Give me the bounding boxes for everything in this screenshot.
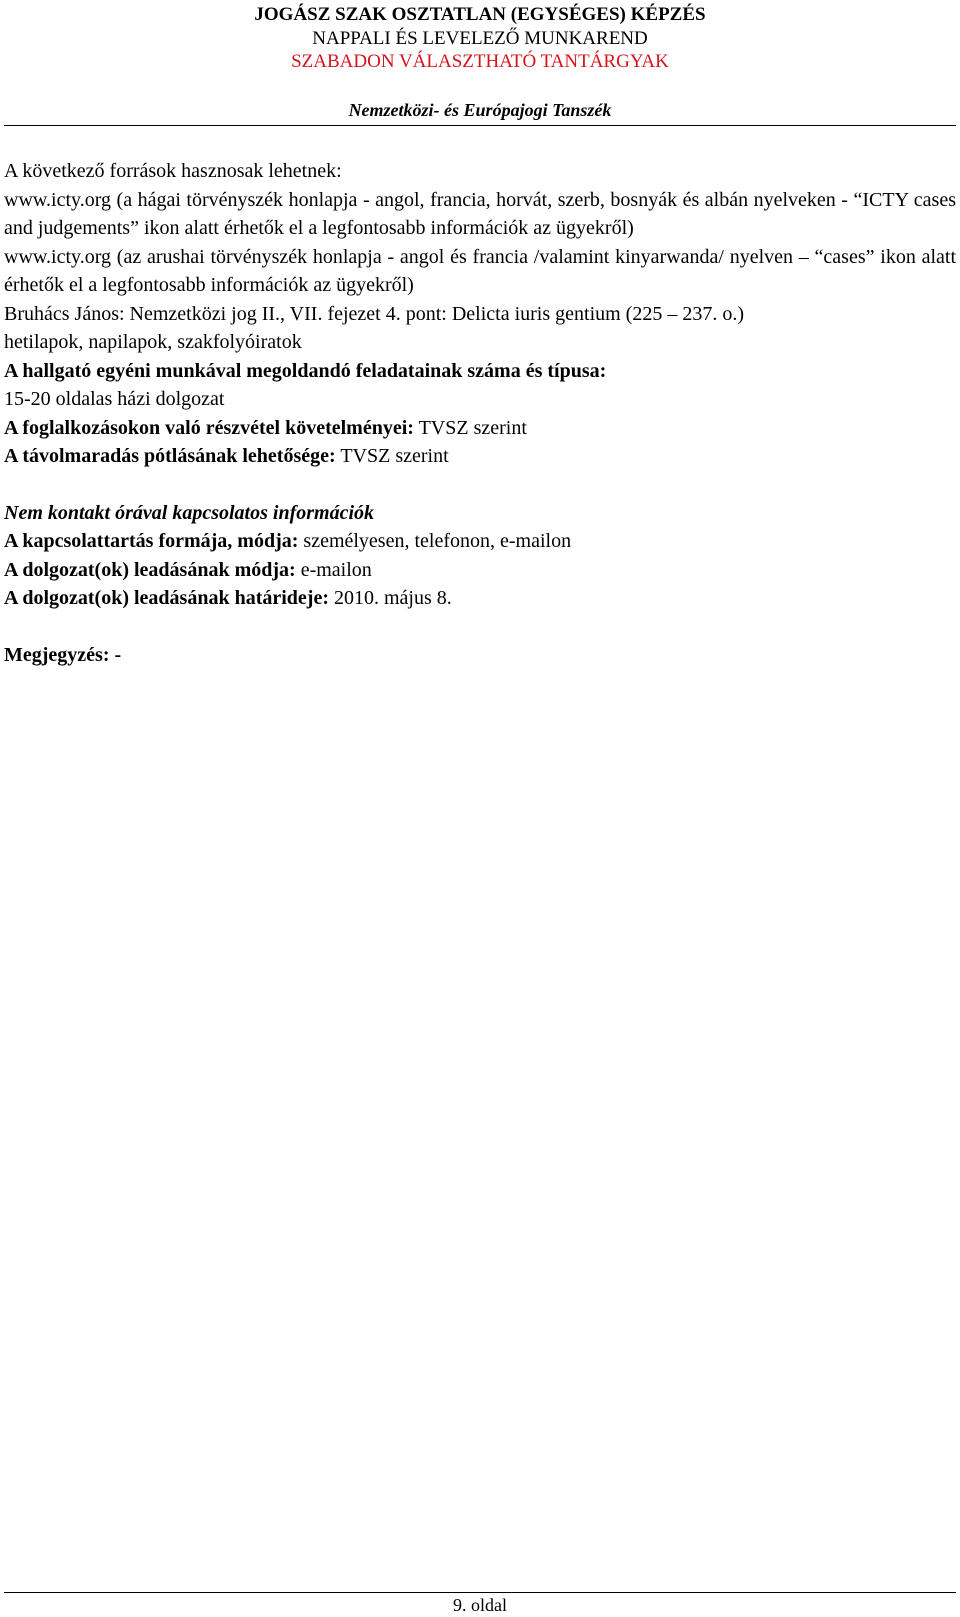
note-row bbox=[4, 641, 956, 670]
deadline-row bbox=[4, 584, 956, 613]
attendance-value: TVSZ szerint bbox=[418, 416, 527, 439]
tasks-label bbox=[4, 357, 956, 386]
deadline-value: 2010. május 8. bbox=[334, 587, 452, 609]
absence-row bbox=[4, 442, 956, 471]
header-line-1: JOGÁSZ SZAK OSZTATLAN (EGYSÉGES) KÉPZÉS bbox=[254, 4, 706, 25]
tasks-value: 15-20 oldalas házi dolgozat bbox=[4, 388, 225, 410]
page-number: 9. oldal bbox=[453, 1595, 507, 1615]
source-item: Bruhács János: Nemzetközi jog II., VII. fejezet 4. pont: Delicta iuris gentium (225 – 237. o.) bbox=[4, 302, 744, 325]
source-item: www.icty.org (az arushai törvényszék honlapja - angol és francia /valamint kinyarwanda/ nyelven – “cases” ikon alatt érhetők el a legfontosabb információk az ügyekről) bbox=[4, 245, 956, 296]
sources-intro: A következő források hasznosak lehetnek: bbox=[4, 160, 342, 182]
attendance-row bbox=[4, 414, 956, 443]
source-item: www.icty.org (a hágai törvényszék honlapja - angol, francia, horvát, szerb, bosnyák és albán nyelveken - “ICTY cases and judgements” ikon alatt érhetők el a legfontosabb információk az ügyekről) bbox=[4, 188, 956, 239]
header-divider bbox=[4, 125, 956, 126]
header-line-3: SZABADON VÁLASZTHATÓ TANTÁRGYAK bbox=[291, 51, 669, 72]
absence-label: A távolmaradás pótlásának lehetősége: bbox=[4, 445, 336, 467]
footer-divider bbox=[4, 1592, 956, 1593]
header-line-2: NAPPALI ÉS LEVELEZŐ MUNKAREND bbox=[312, 28, 648, 49]
submit-label: A dolgozat(ok) leadásának módja: bbox=[4, 558, 296, 581]
attendance-label: A foglalkozásokon való részvétel követelményei: bbox=[4, 416, 414, 439]
contact-label: A kapcsolattartás formája, módja: bbox=[4, 530, 299, 552]
note-value: - bbox=[114, 643, 122, 666]
absence-value: TVSZ szerint bbox=[340, 445, 449, 467]
tasks-label-text: A hallgató egyéni munkával megoldandó feladatainak száma és típusa: bbox=[4, 359, 607, 382]
department-title: Nemzetközi- és Európajogi Tanszék bbox=[348, 100, 612, 120]
deadline-label: A dolgozat(ok) leadásának határideje: bbox=[4, 587, 329, 609]
noncontact-heading: Nem kontakt órával kapcsolatos információk bbox=[4, 501, 374, 524]
note-label: Megjegyzés: bbox=[4, 643, 110, 666]
submit-value: e-mailon bbox=[300, 558, 372, 581]
document-body bbox=[4, 157, 956, 669]
contact-row bbox=[4, 527, 956, 556]
contact-value: személyesen, telefonon, e-mailon bbox=[303, 530, 572, 552]
source-item: hetilapok, napilapok, szakfolyóiratok bbox=[4, 331, 302, 353]
submit-row bbox=[4, 556, 956, 585]
